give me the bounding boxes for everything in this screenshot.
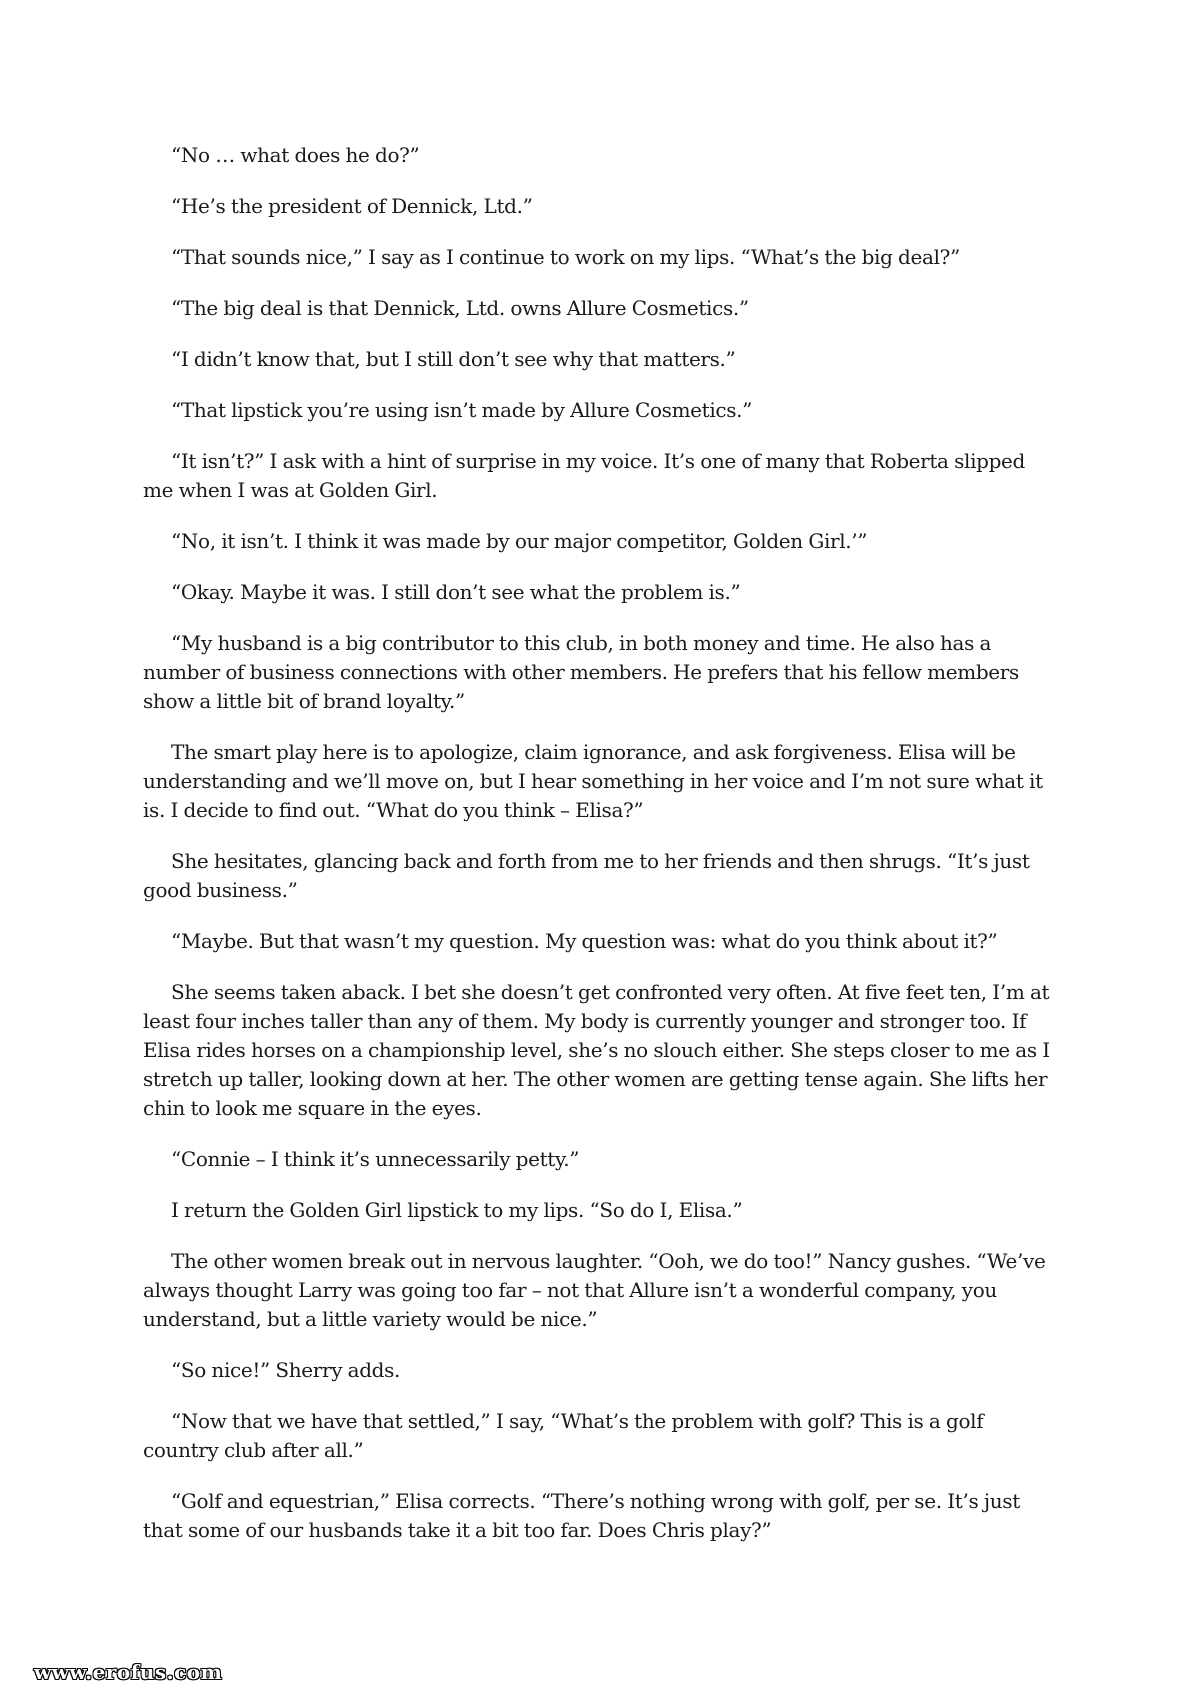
paragraph: The smart play here is to apologize, claim ignorance, and ask forgiveness. Elisa will be understanding and we’ll move on, but I hear something in her voice and I’m not sure what it is. I decide to find out. “What do you think – Elisa?” [143,740,1043,822]
paragraph: “That sounds nice,” I say as I continue to work on my lips. “What’s the big deal?” [171,245,960,269]
paragraph: “It isn’t?” I ask with a hint of surprise in my voice. It’s one of many that Roberta slipped me when I was at Golden Girl. [143,449,1025,502]
paragraph: “Maybe. But that wasn’t my question. My question was: what do you think about it?” [171,929,998,953]
paragraph: “The big deal is that Dennick, Ltd. owns Allure Cosmetics.” [171,296,749,320]
paragraph: “That lipstick you’re using isn’t made by Allure Cosmetics.” [171,398,753,422]
paragraph: “No, it isn’t. I think it was made by our major competitor, Golden Girl.’” [171,529,868,553]
paragraph: She hesitates, glancing back and forth from me to her friends and then shrugs. “It’s just good business.” [143,849,1030,902]
paragraph: I return the Golden Girl lipstick to my lips. “So do I, Elisa.” [171,1198,743,1222]
paragraph: She seems taken aback. I bet she doesn’t get confronted very often. At five feet ten, I’m at least four inches taller than any of them. My body is currently younger and stronger too. If Elisa rides horses on a championship level, she’s no slouch either. She steps closer to me as I stretch up taller, looking down at her. The other women are getting tense again. She lifts her chin to look me square in the eyes. [143,980,1050,1120]
body-text [143,141,1058,1567]
paragraph: “Now that we have that settled,” I say, “What’s the problem with golf? This is a golf country club after all.” [143,1409,984,1462]
paragraph: “So nice!” Sherry adds. [171,1358,401,1382]
paragraph: “Golf and equestrian,” Elisa corrects. “There’s nothing wrong with golf, per se. It’s just that some of our husbands take it a bit too far. Does Chris play?” [143,1489,1020,1542]
paragraph: The other women break out in nervous laughter. “Ooh, we do too!” Nancy gushes. “We’ve always thought Larry was going too far – not that Allure isn’t a wonderful company, you understand, but a little variety would be nice.” [143,1249,1046,1331]
paragraph: “Connie – I think it’s unnecessarily petty.” [171,1147,580,1171]
site-watermark: www.erofus.com [34,1660,223,1684]
paragraph: “My husband is a big contributor to this club, in both money and time. He also has a number of business connections with other members. He prefers that his fellow members show a little bit of brand loyalty.” [143,631,1019,713]
paragraph: “I didn’t know that, but I still don’t see why that matters.” [171,347,736,371]
paragraph: “No … what does he do?” [171,143,420,167]
paragraph: “He’s the president of Dennick, Ltd.” [171,194,533,218]
paragraph: “Okay. Maybe it was. I still don’t see what the problem is.” [171,580,741,604]
